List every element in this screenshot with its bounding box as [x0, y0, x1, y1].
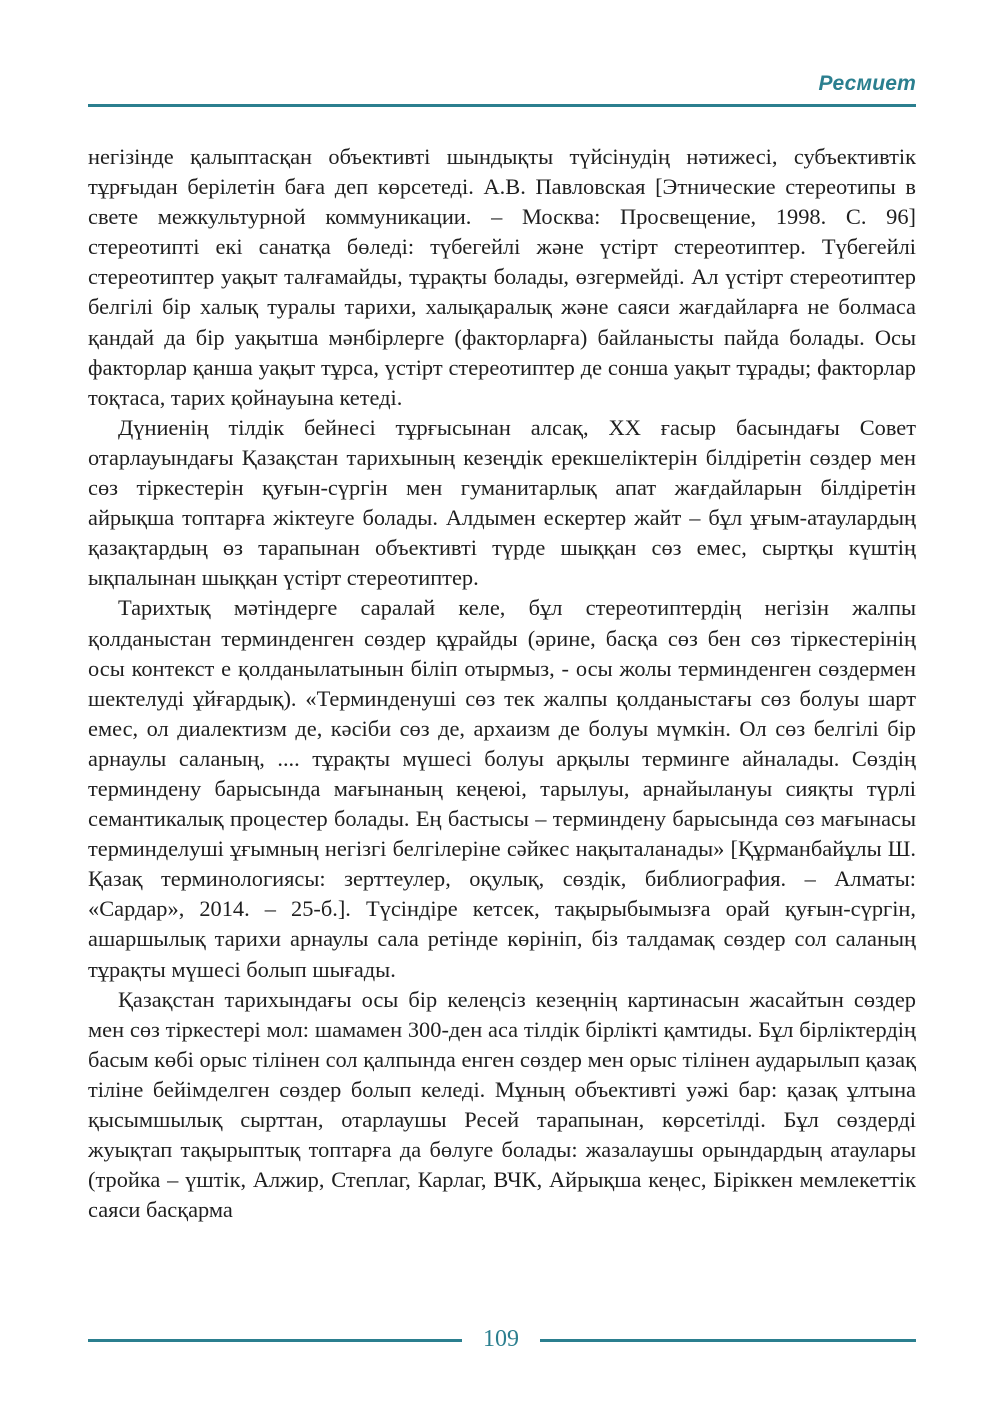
paragraph-1: негізінде қалыптасқан объективті шындықты түйсінудің нәтижесі, субъективтік тұрғыдан берілетін баға деп көрсетеді. А.В. Павловская [Этнические стереотипы в свете межкультурной коммуникации. – Москва: Просвещение, 1998. С. 96] стереотипті екі санатқа бөледі: түбегейлі және үстірт стереотиптер. Түбегейлі стереотиптер уақыт талғамайды, тұрақты болады, өзгермейді. Ал үстірт стереотиптер белгілі бір халық туралы тарихи, халықаралық және саяси жағдайларға не болмаса қандай да бір уақытша мәнбірлерге (факторларға) байланысты пайда болады. Осы факторлар қанша уақыт тұрса, үстірт стереотиптер де сонша уақыт тұрады; факторлар тоқтаса, тарих қойнауына кетеді.: [88, 144, 916, 410]
running-title: Ресмиет: [818, 72, 916, 95]
paragraph-4: Қазақстан тарихындағы осы бір келеңсіз кезеңнің картинасын жасайтын сөздер мен сөз тіркестері мол: шамамен 300-ден аса тілдік бірлікті қамтиды. Бұл бірліктердің басым көбі орыс тілінен сол қалпында енген сөздер мен орыс тілінен аударылып қазақ тіліне бейімделген сөздер болып келеді. Мұның объективті уәжі бар: қазақ ұлтына қысымшылық сырттан, отарлаушы Ресей тарапынан, көрсетілді. Бұл сөздерді жуықтап тақырыптық топтарға да бөлуге болады: жазалаушы орындардың атаулары (тройка – үштік, Алжир, Степлаг, Карлаг, ВЧК, Айрықша кеңес, Біріккен мемлекеттік саяси басқарма: [88, 986, 916, 1223]
body-text: [88, 142, 916, 1225]
paragraph-3: Тарихтық мәтіндерге саралай келе, бұл стереотиптердің негізін жалпы қолданыстан терминденген сөздер құрайды (әрине, басқа сөз бен сөз тіркестерінің осы контекст е қолданылатынын біліп отырмыз, - осы жолы терминденген сөздермен шектелуді ұйғардық). «Терминденуші сөз тек жалпы қолданыстағы сөз болуы шарт емес, ол диалектизм де, кәсіби сөз де, архаизм де болуы мүмкін. Ол сөз белгілі бір арнаулы саланың, .... тұрақты мүшесі болуы арқылы терминге айналады. Сөздің терминдену барысында мағынаның кеңеюі, тарылуы, арнайылануы сияқты түрлі семантикалық процестер болады. Ең бастысы – терминдену барысында сөз мағынасы терминделуші ұғымның негізгі белгілеріне сәйкес нақыталанады» [Құрманбайұлы Ш. Қазақ терминологиясы: зерттеулер, оқулық, сөздік, библиография. – Алматы: «Сардар», 2014. – 25-б.]. Түсіндіре кетсек, тақырыбымызға орай қуғын-сүргін, ашаршылық тарихи арнаулы сала ретінде көрініп, біз талдамақ сөздер сол саланың тұрақты мүшесі болып шығады.: [88, 595, 916, 982]
footer-rule-left: [88, 1339, 462, 1342]
footer-rule-right: [540, 1339, 916, 1342]
page-number: 109: [483, 1326, 519, 1352]
paragraph-2: Дүниенің тілдік бейнесі тұрғысынан алсақ, ХХ ғасыр басындағы Совет отарлауындағы Қазақстан тарихының кезеңдік ерекшеліктерін білдіретін сөздер мен сөз тіркестерін қуғын-сүргін мен гуманитарлық апат жағдайларын білдіретін айрықша топтарға жіктеуге болады. Алдымен ескертер жайт – бұл ұғым-атаулардың қазақтардың өз тарапынан объективті түрде шыққан сөз емес, сыртқы күштің ықпалынан шыққан үстірт стереотиптер.: [88, 414, 916, 591]
header-rule: [88, 104, 916, 107]
